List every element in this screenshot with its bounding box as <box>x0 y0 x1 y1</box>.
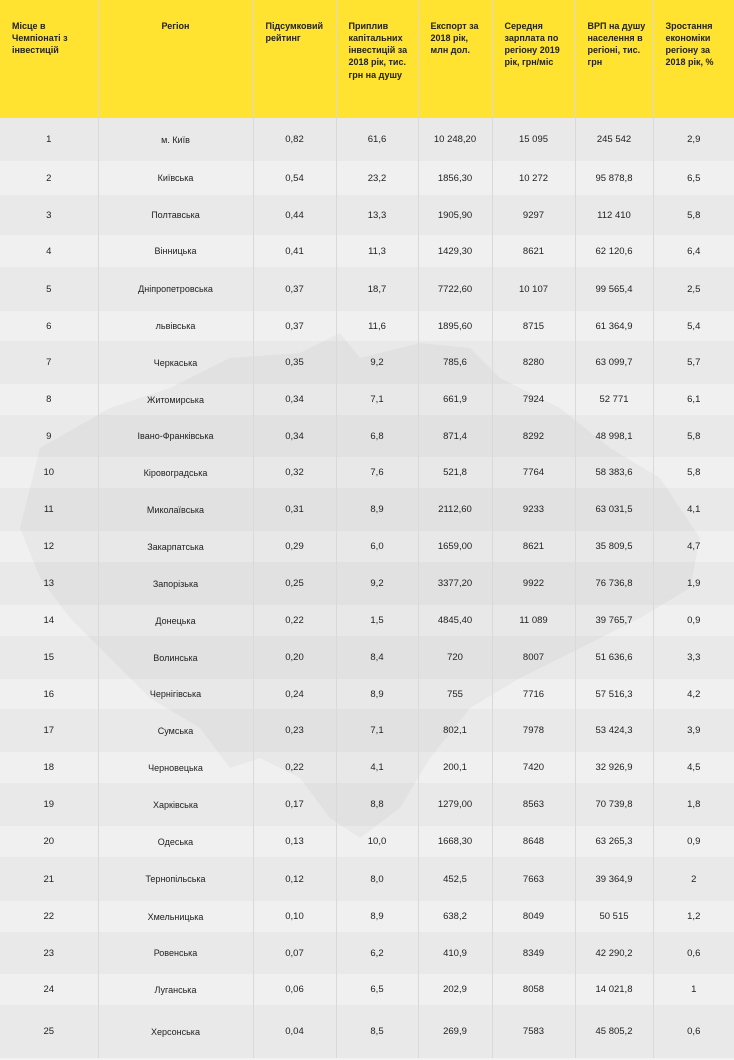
cell-export: 755 <box>418 679 492 709</box>
cell-investment: 4,1 <box>336 752 418 783</box>
cell-region: Житомирська <box>98 384 253 415</box>
table-row <box>0 783 734 826</box>
cell-region: Херсонська <box>98 1005 253 1058</box>
cell-rating: 0,34 <box>253 415 336 457</box>
cell-export: 269,9 <box>418 1005 492 1058</box>
cell-export: 4845,40 <box>418 605 492 636</box>
table-row <box>0 415 734 457</box>
header-rating: Підсумковий рейтинг <box>253 0 336 118</box>
header-investment: Приплив капітальних інвестицій за 2018 рік, тис. грн на душу <box>336 0 418 118</box>
cell-salary: 7420 <box>492 752 575 783</box>
cell-rank: 15 <box>0 636 98 679</box>
cell-investment: 10,0 <box>336 826 418 857</box>
cell-grp: 42 290,2 <box>575 932 653 974</box>
cell-export: 452,5 <box>418 857 492 901</box>
cell-export: 638,2 <box>418 901 492 932</box>
cell-region: Сумська <box>98 709 253 752</box>
cell-growth: 2 <box>691 873 697 885</box>
cell-salary: 11 089 <box>492 605 575 636</box>
cell-region: Черкаська <box>98 341 253 384</box>
cell-grp: 70 739,8 <box>575 783 653 826</box>
cell-salary: 7716 <box>492 679 575 709</box>
cell-growth: 3,9 <box>687 725 701 736</box>
table-row <box>0 457 734 488</box>
table-row <box>0 636 734 679</box>
cell-export: 202,9 <box>418 974 492 1005</box>
cell-export: 785,6 <box>418 341 492 384</box>
cell-investment: 8,4 <box>336 636 418 679</box>
header-rank: Місце в Чемпіонаті з інвестицій <box>0 0 98 118</box>
table-row <box>0 709 734 752</box>
cell-rank: 25 <box>0 1005 98 1058</box>
cell-growth: 5,8 <box>687 209 701 221</box>
header-growth: Зростання економіки регіону за 2018 рік, % <box>665 21 714 68</box>
table-row <box>0 857 734 901</box>
cell-rank: 9 <box>0 415 98 457</box>
cell-region: Волинська <box>98 636 253 679</box>
cell-rank: 18 <box>0 752 98 783</box>
cell-rank: 12 <box>0 531 98 562</box>
cell-growth: 5,4 <box>687 320 701 332</box>
cell-rank: 6 <box>0 311 98 341</box>
cell-grp: 45 805,2 <box>575 1005 653 1058</box>
cell-salary: 10 272 <box>492 161 575 195</box>
cell-rank: 23 <box>0 932 98 974</box>
cell-rank: 20 <box>0 826 98 857</box>
cell-growth: 0,6 <box>687 1026 701 1037</box>
cell-investment: 61,6 <box>336 118 418 161</box>
table-row <box>0 531 734 562</box>
cell-rating: 0,41 <box>253 235 336 267</box>
cell-rank: 24 <box>0 974 98 1005</box>
header-salary: Середня зарплата по регіону 2019 рік, грн/міс <box>492 0 575 118</box>
cell-export: 1668,30 <box>418 826 492 857</box>
cell-growth: 3,3 <box>687 652 701 663</box>
cell-region: Закарпатська <box>98 531 253 562</box>
cell-rating: 0,20 <box>253 636 336 679</box>
cell-salary: 8648 <box>492 826 575 857</box>
cell-grp: 57 516,3 <box>575 679 653 709</box>
cell-rank: 1 <box>0 118 98 161</box>
table-row <box>0 562 734 605</box>
cell-growth: 5,8 <box>687 467 701 478</box>
cell-rating: 0,23 <box>253 709 336 752</box>
table-row <box>0 1005 734 1058</box>
cell-rating: 0,04 <box>253 1005 336 1058</box>
cell-growth: 1 <box>691 984 697 995</box>
cell-rank: 3 <box>0 195 98 235</box>
cell-rating: 0,44 <box>253 195 336 235</box>
cell-rating: 0,07 <box>253 932 336 974</box>
cell-grp: 14 021,8 <box>575 974 653 1005</box>
cell-rating: 0,12 <box>253 857 336 901</box>
cell-investment: 9,2 <box>336 341 418 384</box>
cell-salary: 8049 <box>492 901 575 932</box>
cell-investment: 11,6 <box>336 311 418 341</box>
cell-export: 521,8 <box>418 457 492 488</box>
header-region: Регіон <box>98 0 253 118</box>
cell-rating: 0,06 <box>253 974 336 1005</box>
cell-rating: 0,22 <box>253 752 336 783</box>
cell-growth: 4,5 <box>687 762 701 773</box>
cell-rank: 4 <box>0 235 98 267</box>
cell-growth: 4,1 <box>687 504 701 515</box>
cell-investment: 1,5 <box>336 605 418 636</box>
cell-region: Запорізька <box>98 562 253 605</box>
cell-salary: 7924 <box>492 384 575 415</box>
table-row <box>0 932 734 974</box>
cell-salary: 9233 <box>492 488 575 531</box>
cell-export: 1905,90 <box>418 195 492 235</box>
cell-investment: 8,5 <box>336 1005 418 1058</box>
cell-rank: 2 <box>0 161 98 195</box>
cell-rating: 0,54 <box>253 161 336 195</box>
cell-region: Черновецька <box>98 752 253 783</box>
cell-growth: 4,7 <box>687 541 701 552</box>
cell-region: Чернігівська <box>98 679 253 709</box>
cell-salary: 10 107 <box>492 267 575 311</box>
table-row <box>0 341 734 384</box>
cell-export: 720 <box>418 636 492 679</box>
table-row <box>0 118 734 161</box>
cell-rating: 0,25 <box>253 562 336 605</box>
cell-growth: 2,9 <box>687 134 701 145</box>
cell-grp: 51 636,6 <box>575 636 653 679</box>
table-row <box>0 311 734 341</box>
cell-grp: 76 736,8 <box>575 562 653 605</box>
cell-salary: 8715 <box>492 311 575 341</box>
cell-investment: 8,0 <box>336 857 418 901</box>
cell-grp: 32 926,9 <box>575 752 653 783</box>
table-row <box>0 195 734 235</box>
cell-growth: 2,5 <box>687 283 701 295</box>
cell-grp: 58 383,6 <box>575 457 653 488</box>
cell-rating: 0,34 <box>253 384 336 415</box>
cell-salary: 8563 <box>492 783 575 826</box>
cell-rank: 11 <box>0 488 98 531</box>
cell-salary: 9922 <box>492 562 575 605</box>
cell-rank: 19 <box>0 783 98 826</box>
cell-investment: 7,1 <box>336 709 418 752</box>
cell-rank: 7 <box>0 341 98 384</box>
cell-growth: 1,9 <box>687 578 701 589</box>
cell-investment: 23,2 <box>336 161 418 195</box>
cell-grp: 39 364,9 <box>575 857 653 901</box>
cell-growth: 1,8 <box>687 799 701 810</box>
cell-rating: 0,10 <box>253 901 336 932</box>
cell-growth: 4,2 <box>687 688 701 700</box>
cell-rating: 0,22 <box>253 605 336 636</box>
cell-export: 200,1 <box>418 752 492 783</box>
cell-salary: 8007 <box>492 636 575 679</box>
cell-growth: 6,4 <box>687 245 701 257</box>
table-body <box>0 118 734 1058</box>
cell-export: 7722,60 <box>418 267 492 311</box>
cell-export: 3377,20 <box>418 562 492 605</box>
cell-rating: 0,31 <box>253 488 336 531</box>
cell-salary: 7764 <box>492 457 575 488</box>
cell-rank: 14 <box>0 605 98 636</box>
table-row <box>0 161 734 195</box>
table-row <box>0 267 734 311</box>
cell-grp: 48 998,1 <box>575 415 653 457</box>
table-row <box>0 235 734 267</box>
cell-rank: 13 <box>0 562 98 605</box>
cell-region: Харківська <box>98 783 253 826</box>
cell-region: Миколаївська <box>98 488 253 531</box>
table-row <box>0 974 734 1005</box>
cell-export: 2112,60 <box>418 488 492 531</box>
cell-salary: 8349 <box>492 932 575 974</box>
cell-investment: 6,0 <box>336 531 418 562</box>
cell-export: 1895,60 <box>418 311 492 341</box>
cell-export: 1429,30 <box>418 235 492 267</box>
cell-growth: 0,9 <box>687 615 701 626</box>
cell-region: львівська <box>98 311 253 341</box>
cell-region: Одеська <box>98 826 253 857</box>
cell-growth: 6,1 <box>687 394 701 405</box>
cell-salary: 7663 <box>492 857 575 901</box>
cell-salary: 8621 <box>492 531 575 562</box>
cell-growth: 5,7 <box>687 357 701 368</box>
cell-export: 661,9 <box>418 384 492 415</box>
cell-grp: 95 878,8 <box>575 161 653 195</box>
cell-rank: 5 <box>0 267 98 311</box>
cell-investment: 7,1 <box>336 384 418 415</box>
cell-grp: 61 364,9 <box>575 311 653 341</box>
cell-region: Донецька <box>98 605 253 636</box>
table-row <box>0 605 734 636</box>
cell-export: 1279,00 <box>418 783 492 826</box>
cell-salary: 9297 <box>492 195 575 235</box>
cell-region: Дніпропетровська <box>98 267 253 311</box>
header-export: Експорт за 2018 рік, млн дол. <box>418 0 492 118</box>
table-row <box>0 901 734 932</box>
cell-growth: 0,9 <box>687 836 701 847</box>
cell-region: Ровенська <box>98 932 253 974</box>
cell-investment: 18,7 <box>336 267 418 311</box>
cell-grp: 50 515 <box>575 901 653 932</box>
cell-growth: 5,8 <box>687 430 701 442</box>
cell-rating: 0,82 <box>253 118 336 161</box>
cell-grp: 112 410 <box>575 195 653 235</box>
cell-investment: 9,2 <box>336 562 418 605</box>
cell-region: Луганська <box>98 974 253 1005</box>
cell-salary: 8292 <box>492 415 575 457</box>
cell-rank: 16 <box>0 679 98 709</box>
cell-grp: 99 565,4 <box>575 267 653 311</box>
cell-rating: 0,17 <box>253 783 336 826</box>
cell-investment: 7,6 <box>336 457 418 488</box>
cell-investment: 6,5 <box>336 974 418 1005</box>
cell-export: 1856,30 <box>418 161 492 195</box>
cell-rank: 22 <box>0 901 98 932</box>
cell-growth: 1,2 <box>687 911 701 922</box>
table-row <box>0 826 734 857</box>
cell-salary: 7583 <box>492 1005 575 1058</box>
cell-investment: 8,9 <box>336 679 418 709</box>
cell-rating: 0,32 <box>253 457 336 488</box>
header-grp: ВРП на душу населення в регіоні, тис. грн <box>575 0 653 118</box>
cell-region: м. Київ <box>98 118 253 161</box>
cell-rating: 0,37 <box>253 311 336 341</box>
cell-investment: 8,9 <box>336 901 418 932</box>
cell-export: 10 248,20 <box>418 118 492 161</box>
cell-rank: 8 <box>0 384 98 415</box>
cell-region: Київська <box>98 161 253 195</box>
cell-salary: 8280 <box>492 341 575 384</box>
cell-growth: 6,5 <box>687 172 701 184</box>
cell-investment: 13,3 <box>336 195 418 235</box>
cell-grp: 52 771 <box>575 384 653 415</box>
table-row <box>0 488 734 531</box>
cell-investment: 6,2 <box>336 932 418 974</box>
cell-export: 1659,00 <box>418 531 492 562</box>
cell-region: Кіровоградська <box>98 457 253 488</box>
cell-export: 802,1 <box>418 709 492 752</box>
cell-grp: 35 809,5 <box>575 531 653 562</box>
cell-grp: 245 542 <box>575 118 653 161</box>
cell-investment: 8,8 <box>336 783 418 826</box>
cell-region: Вінницька <box>98 235 253 267</box>
cell-salary: 15 095 <box>492 118 575 161</box>
cell-region: Івано-Франківська <box>98 415 253 457</box>
cell-region: Тернопільська <box>98 857 253 901</box>
table-header-row <box>0 0 734 118</box>
cell-grp: 63 031,5 <box>575 488 653 531</box>
cell-export: 410,9 <box>418 932 492 974</box>
cell-investment: 11,3 <box>336 235 418 267</box>
cell-salary: 8058 <box>492 974 575 1005</box>
cell-rank: 17 <box>0 709 98 752</box>
cell-grp: 39 765,7 <box>575 605 653 636</box>
cell-rating: 0,29 <box>253 531 336 562</box>
cell-grp: 62 120,6 <box>575 235 653 267</box>
cell-rating: 0,13 <box>253 826 336 857</box>
cell-grp: 53 424,3 <box>575 709 653 752</box>
cell-salary: 8621 <box>492 235 575 267</box>
table-row <box>0 384 734 415</box>
cell-grp: 63 265,3 <box>575 826 653 857</box>
cell-rank: 10 <box>0 457 98 488</box>
cell-investment: 6,8 <box>336 415 418 457</box>
cell-rating: 0,35 <box>253 341 336 384</box>
cell-investment: 8,9 <box>336 488 418 531</box>
cell-region: Полтавська <box>98 195 253 235</box>
cell-rating: 0,37 <box>253 267 336 311</box>
cell-region: Хмельницька <box>98 901 253 932</box>
table-row <box>0 752 734 783</box>
cell-growth: 0,6 <box>687 947 701 959</box>
cell-rating: 0,24 <box>253 679 336 709</box>
cell-salary: 7978 <box>492 709 575 752</box>
cell-export: 871,4 <box>418 415 492 457</box>
cell-grp: 63 099,7 <box>575 341 653 384</box>
cell-rank: 21 <box>0 857 98 901</box>
table-row <box>0 679 734 709</box>
